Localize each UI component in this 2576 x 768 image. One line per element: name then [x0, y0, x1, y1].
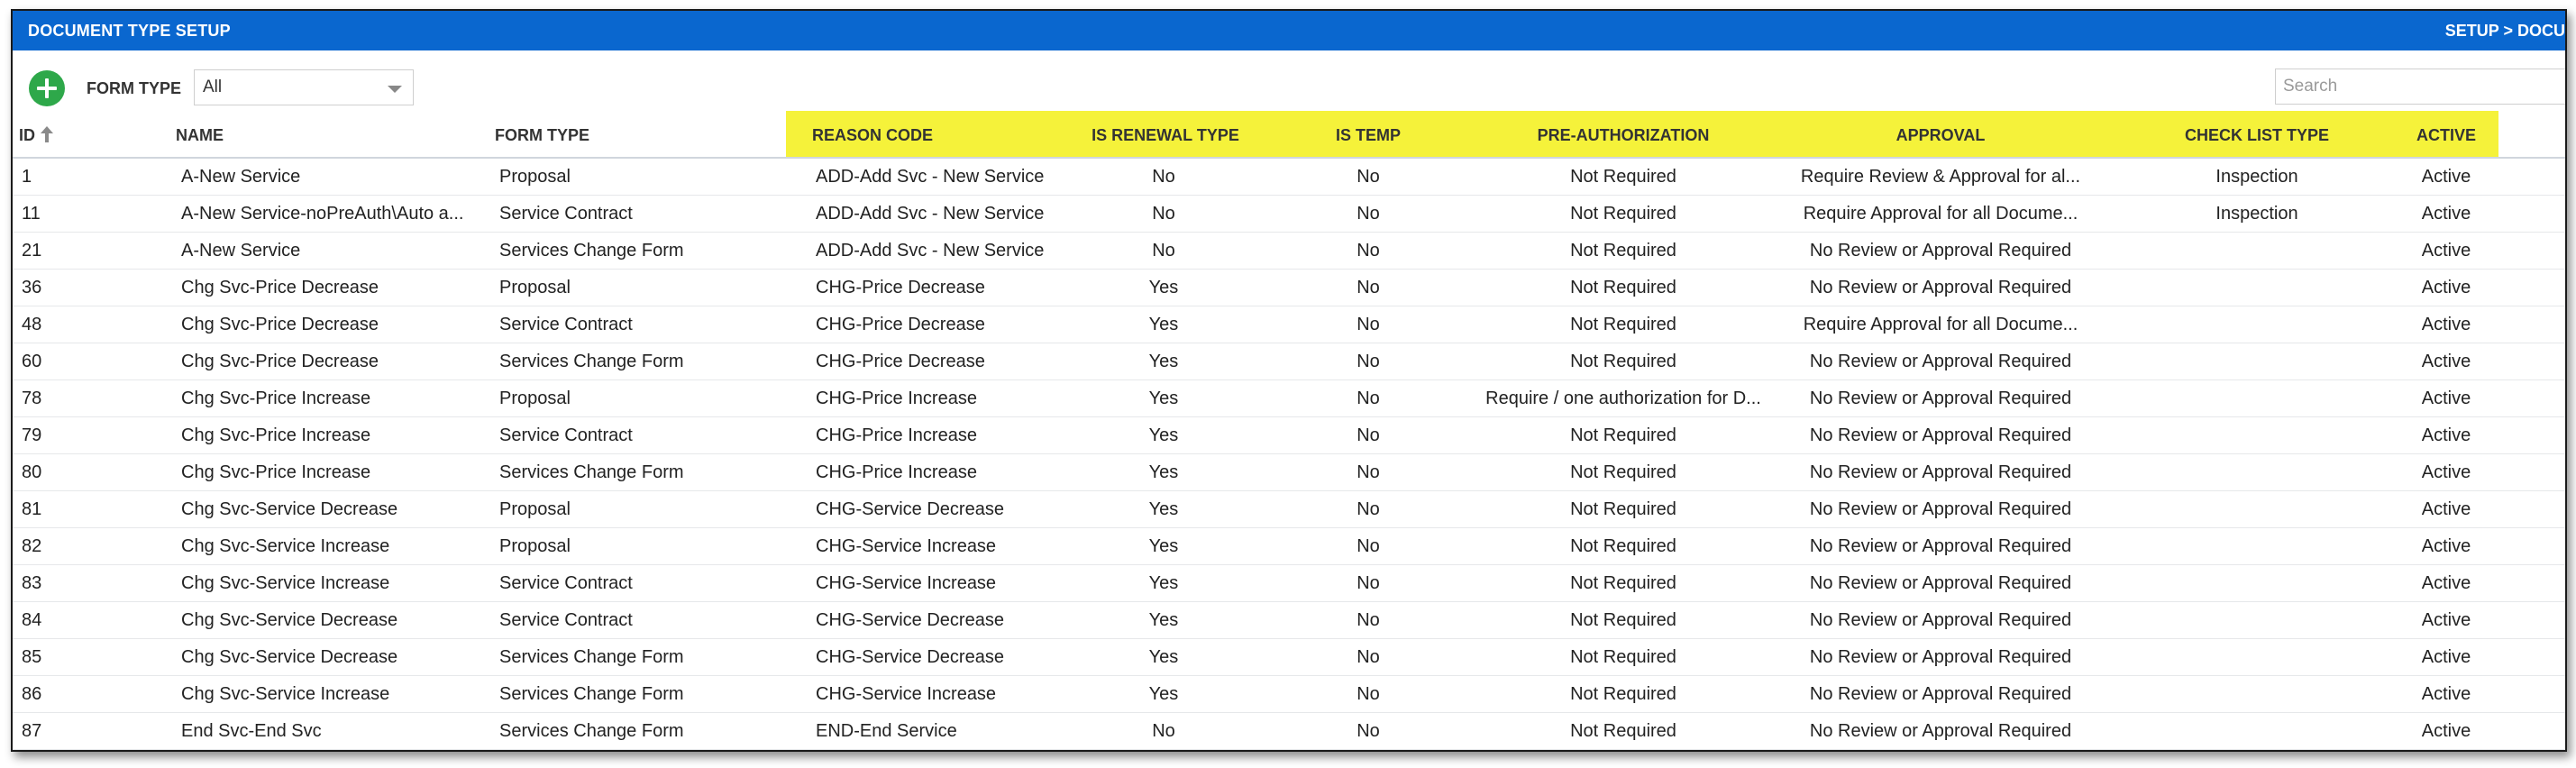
cell-reason-code: CHG-Service Decrease — [816, 610, 1004, 630]
cell-preauth: Not Required — [1570, 462, 1676, 482]
cell-name: Chg Svc-Service Increase — [181, 684, 390, 704]
cell-active: Active — [2421, 241, 2471, 261]
cell-preauth: Not Required — [1570, 241, 1676, 261]
cell-active: Active — [2421, 425, 2471, 445]
cell-preauth: Not Required — [1570, 499, 1676, 519]
cell-id: 81 — [22, 499, 42, 519]
cell-form-type: Proposal — [499, 278, 571, 297]
cell-checklist: Inspection — [2215, 204, 2298, 224]
cell-name: Chg Svc-Price Decrease — [181, 352, 379, 371]
table-header — [13, 111, 2565, 158]
sort-ascending-arrow-icon[interactable] — [41, 126, 53, 142]
cell-id: 78 — [22, 389, 42, 408]
cell-name: A-New Service-noPreAuth\Auto a... — [181, 204, 464, 224]
cell-reason-code: CHG-Price Increase — [816, 425, 977, 445]
cell-approval: No Review or Approval Required — [1809, 610, 2072, 630]
column-header-check-list-type[interactable]: CHECK LIST TYPE — [2184, 126, 2330, 144]
cell-active: Active — [2421, 721, 2471, 741]
cell-form-type: Service Contract — [499, 573, 633, 593]
cell-approval: Require Review & Approval for al... — [1800, 167, 2081, 187]
cell-name: Chg Svc-Service Increase — [181, 536, 390, 556]
form-type-select[interactable] — [194, 69, 414, 105]
cell-id: 82 — [22, 536, 42, 556]
cell-active: Active — [2421, 684, 2471, 704]
cell-is-temp: No — [1357, 721, 1380, 741]
cell-preauth: Not Required — [1570, 425, 1676, 445]
cell-preauth: Not Required — [1570, 610, 1676, 630]
cell-is-temp: No — [1357, 499, 1380, 519]
cell-name: A-New Service — [181, 241, 301, 261]
table-row[interactable] — [13, 491, 2565, 528]
cell-preauth: Not Required — [1570, 721, 1676, 741]
cell-is-renewal: Yes — [1148, 610, 1179, 630]
table-row[interactable] — [13, 159, 2565, 196]
column-header-reason-code[interactable]: REASON CODE — [812, 126, 934, 144]
cell-name: End Svc-End Svc — [181, 721, 322, 741]
cell-active: Active — [2421, 389, 2471, 408]
cell-active: Active — [2421, 352, 2471, 371]
cell-reason-code: CHG-Service Decrease — [816, 647, 1004, 667]
cell-reason-code: CHG-Service Increase — [816, 684, 997, 704]
table-row[interactable] — [13, 565, 2565, 602]
cell-approval: No Review or Approval Required — [1809, 536, 2072, 556]
cell-id: 60 — [22, 352, 42, 371]
cell-reason-code: CHG-Price Increase — [816, 389, 977, 408]
search-input[interactable] — [2275, 69, 2567, 105]
table-row[interactable] — [13, 380, 2565, 417]
cell-form-type: Service Contract — [499, 425, 633, 445]
cell-active: Active — [2421, 573, 2471, 593]
cell-is-temp: No — [1357, 684, 1380, 704]
cell-id: 80 — [22, 462, 42, 482]
cell-approval: No Review or Approval Required — [1809, 462, 2072, 482]
cell-reason-code: CHG-Price Decrease — [816, 352, 985, 371]
cell-is-temp: No — [1357, 278, 1380, 297]
cell-id: 84 — [22, 610, 42, 630]
cell-approval: No Review or Approval Required — [1809, 499, 2072, 519]
cell-id: 85 — [22, 647, 42, 667]
cell-form-type: Service Contract — [499, 204, 633, 224]
cell-form-type: Proposal — [499, 499, 571, 519]
column-header-form-type[interactable]: FORM TYPE — [495, 126, 590, 144]
cell-reason-code: END-End Service — [816, 721, 957, 741]
cell-is-temp: No — [1357, 389, 1380, 408]
cell-name: Chg Svc-Service Decrease — [181, 499, 398, 519]
table-row[interactable] — [13, 196, 2565, 233]
cell-form-type: Proposal — [499, 536, 571, 556]
chevron-down-icon — [388, 86, 402, 93]
cell-active: Active — [2421, 462, 2471, 482]
cell-approval: No Review or Approval Required — [1809, 352, 2072, 371]
cell-is-temp: No — [1357, 573, 1380, 593]
cell-approval: No Review or Approval Required — [1809, 647, 2072, 667]
table-row[interactable] — [13, 639, 2565, 676]
cell-preauth: Not Required — [1570, 278, 1676, 297]
cell-id: 83 — [22, 573, 42, 593]
table-row[interactable] — [13, 343, 2565, 380]
cell-active: Active — [2421, 315, 2471, 334]
cell-preauth: Not Required — [1570, 647, 1676, 667]
cell-is-temp: No — [1357, 462, 1380, 482]
cell-preauth: Not Required — [1570, 536, 1676, 556]
table-row[interactable] — [13, 602, 2565, 639]
column-header-name[interactable]: NAME — [176, 126, 224, 144]
cell-is-renewal: Yes — [1148, 573, 1179, 593]
table-row[interactable] — [13, 713, 2565, 750]
cell-is-renewal: No — [1152, 241, 1175, 261]
cell-preauth: Not Required — [1570, 573, 1676, 593]
column-header-is-temp[interactable]: IS TEMP — [1335, 126, 1402, 144]
cell-name: Chg Svc-Price Increase — [181, 425, 371, 445]
cell-reason-code: ADD-Add Svc - New Service — [816, 167, 1045, 187]
add-document-type-button[interactable] — [29, 70, 65, 106]
cell-id: 87 — [22, 721, 42, 741]
cell-id: 11 — [22, 204, 41, 224]
cell-approval: No Review or Approval Required — [1809, 684, 2072, 704]
breadcrumb[interactable]: SETUP > DOCU — [2444, 21, 2565, 40]
cell-name: Chg Svc-Service Decrease — [181, 610, 398, 630]
cell-preauth: Not Required — [1570, 204, 1676, 224]
cell-active: Active — [2421, 536, 2471, 556]
title-bar — [13, 11, 2565, 50]
cell-approval: Require Approval for all Docume... — [1803, 204, 2078, 224]
cell-form-type: Services Change Form — [499, 647, 684, 667]
cell-reason-code: CHG-Price Decrease — [816, 315, 985, 334]
cell-name: Chg Svc-Price Decrease — [181, 315, 379, 334]
table-row[interactable] — [13, 270, 2565, 306]
cell-is-renewal: Yes — [1148, 647, 1179, 667]
cell-is-renewal: No — [1152, 167, 1175, 187]
table-row[interactable] — [13, 676, 2565, 713]
cell-preauth: Not Required — [1570, 352, 1676, 371]
cell-reason-code: CHG-Price Increase — [816, 462, 977, 482]
cell-is-renewal: Yes — [1148, 278, 1179, 297]
cell-id: 79 — [22, 425, 42, 445]
cell-preauth: Not Required — [1570, 167, 1676, 187]
cell-reason-code: CHG-Service Increase — [816, 573, 997, 593]
cell-active: Active — [2421, 647, 2471, 667]
cell-active: Active — [2421, 610, 2471, 630]
table-row[interactable] — [13, 528, 2565, 565]
cell-is-renewal: No — [1152, 721, 1175, 741]
cell-reason-code: CHG-Service Decrease — [816, 499, 1004, 519]
table-body — [13, 159, 2565, 750]
cell-name: Chg Svc-Price Increase — [181, 462, 371, 482]
cell-is-temp: No — [1357, 610, 1380, 630]
cell-form-type: Services Change Form — [499, 684, 684, 704]
cell-approval: Require Approval for all Docume... — [1803, 315, 2078, 334]
plus-circle-icon — [37, 78, 57, 98]
form-type-selected-value: All — [203, 78, 223, 96]
cell-approval: No Review or Approval Required — [1809, 278, 2072, 297]
cell-form-type: Service Contract — [499, 315, 633, 334]
cell-active: Active — [2421, 499, 2471, 519]
table-row[interactable] — [13, 454, 2565, 491]
cell-is-temp: No — [1357, 241, 1380, 261]
cell-is-renewal: No — [1152, 204, 1175, 224]
cell-is-temp: No — [1357, 536, 1380, 556]
column-header-approval[interactable]: APPROVAL — [1895, 126, 1986, 144]
cell-form-type: Proposal — [499, 167, 571, 187]
cell-checklist: Inspection — [2215, 167, 2298, 187]
cell-approval: No Review or Approval Required — [1809, 389, 2072, 408]
cell-approval: No Review or Approval Required — [1809, 425, 2072, 445]
cell-id: 86 — [22, 684, 42, 704]
cell-is-renewal: Yes — [1148, 425, 1179, 445]
cell-is-temp: No — [1357, 315, 1380, 334]
cell-is-renewal: Yes — [1148, 315, 1179, 334]
column-header-id[interactable] — [19, 111, 53, 158]
cell-name: Chg Svc-Price Increase — [181, 389, 371, 408]
cell-name: Chg Svc-Service Increase — [181, 573, 390, 593]
cell-form-type: Services Change Form — [499, 462, 684, 482]
cell-preauth: Require / one authorization for D... — [1485, 389, 1761, 408]
cell-active: Active — [2421, 278, 2471, 297]
cell-id: 21 — [22, 241, 42, 261]
column-header-active[interactable]: ACTIVE — [2416, 126, 2477, 144]
column-header-label: ID — [19, 126, 35, 144]
cell-is-temp: No — [1357, 167, 1380, 187]
cell-form-type: Services Change Form — [499, 721, 684, 741]
cell-is-renewal: Yes — [1148, 684, 1179, 704]
cell-id: 36 — [22, 278, 42, 297]
cell-is-temp: No — [1357, 647, 1380, 667]
cell-approval: No Review or Approval Required — [1809, 573, 2072, 593]
form-type-label: FORM TYPE — [87, 79, 182, 97]
cell-is-renewal: Yes — [1148, 499, 1179, 519]
cell-preauth: Not Required — [1570, 684, 1676, 704]
app-window — [11, 9, 2567, 752]
cell-is-renewal: Yes — [1148, 536, 1179, 556]
cell-id: 48 — [22, 315, 42, 334]
cell-is-temp: No — [1357, 425, 1380, 445]
cell-name: Chg Svc-Price Decrease — [181, 278, 379, 297]
cell-reason-code: CHG-Service Increase — [816, 536, 997, 556]
table-row[interactable] — [13, 306, 2565, 343]
cell-form-type: Service Contract — [499, 610, 633, 630]
cell-reason-code: CHG-Price Decrease — [816, 278, 985, 297]
cell-is-temp: No — [1357, 204, 1380, 224]
cell-reason-code: ADD-Add Svc - New Service — [816, 204, 1045, 224]
cell-is-renewal: Yes — [1148, 462, 1179, 482]
cell-active: Active — [2421, 204, 2471, 224]
table-row[interactable] — [13, 417, 2565, 454]
cell-name: A-New Service — [181, 167, 301, 187]
cell-name: Chg Svc-Service Decrease — [181, 647, 398, 667]
cell-form-type: Proposal — [499, 389, 571, 408]
cell-is-renewal: Yes — [1148, 389, 1179, 408]
table-row[interactable] — [13, 233, 2565, 270]
cell-active: Active — [2421, 167, 2471, 187]
cell-reason-code: ADD-Add Svc - New Service — [816, 241, 1045, 261]
cell-preauth: Not Required — [1570, 315, 1676, 334]
cell-is-temp: No — [1357, 352, 1380, 371]
cell-is-renewal: Yes — [1148, 352, 1179, 371]
page-title: DOCUMENT TYPE SETUP — [28, 21, 231, 40]
cell-approval: No Review or Approval Required — [1809, 721, 2072, 741]
cell-approval: No Review or Approval Required — [1809, 241, 2072, 261]
column-header-is-renewal-type[interactable]: IS RENEWAL TYPE — [1092, 126, 1239, 144]
column-header-pre-authorization[interactable]: PRE-AUTHORIZATION — [1537, 126, 1710, 144]
cell-form-type: Services Change Form — [499, 352, 684, 371]
cell-id: 1 — [22, 167, 32, 187]
toolbar — [13, 50, 2565, 115]
cell-form-type: Services Change Form — [499, 241, 684, 261]
